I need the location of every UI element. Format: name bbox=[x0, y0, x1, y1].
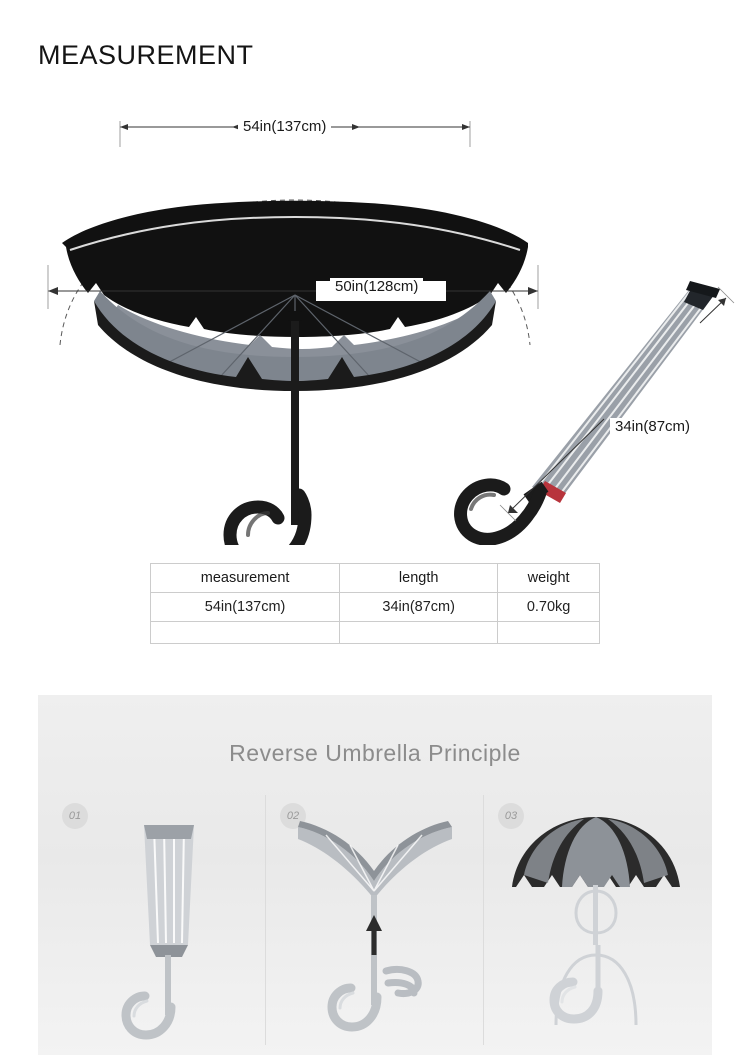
spec-table bbox=[150, 563, 600, 644]
step-1-illustration bbox=[48, 795, 266, 1045]
principle-steps bbox=[48, 795, 702, 1045]
umbrella-illustrations bbox=[0, 95, 750, 545]
table-header-row bbox=[151, 564, 600, 593]
dimension-label-canopy-span: 50in(128cm) bbox=[330, 278, 423, 295]
cell-length-empty bbox=[340, 622, 498, 644]
step-badge-1: 01 bbox=[62, 803, 88, 829]
handle-highlight bbox=[248, 513, 268, 535]
step-3-illustration bbox=[484, 795, 702, 1045]
step-2-illustration bbox=[266, 795, 484, 1045]
dimension-label-canopy-width: 54in(137cm) bbox=[238, 118, 331, 135]
table-row bbox=[151, 622, 600, 644]
cell-weight-empty bbox=[498, 622, 600, 644]
closed-umbrella bbox=[461, 281, 720, 539]
table-header-length: length bbox=[340, 564, 498, 593]
shaft-collar bbox=[288, 311, 302, 321]
step-badge-2: 02 bbox=[280, 803, 306, 829]
table-header-weight: weight bbox=[498, 564, 600, 593]
cell-weight: 0.70kg bbox=[498, 593, 600, 622]
spec-table-wrapper bbox=[150, 563, 600, 644]
step-badge-3: 03 bbox=[498, 803, 524, 829]
principle-step-1 bbox=[48, 795, 266, 1045]
principle-title: Reverse Umbrella Principle bbox=[229, 740, 521, 766]
cell-measurement-empty bbox=[151, 622, 340, 644]
cell-measurement: 54in(137cm) bbox=[151, 593, 340, 622]
table-row bbox=[151, 593, 600, 622]
table-header-measurement: measurement bbox=[151, 564, 340, 593]
principle-step-3 bbox=[484, 795, 702, 1045]
reverse-umbrella-principle-panel bbox=[38, 695, 712, 1055]
dimension-label-closed-length: 34in(87cm) bbox=[610, 418, 695, 435]
cell-length: 34in(87cm) bbox=[340, 593, 498, 622]
principle-step-2 bbox=[266, 795, 484, 1045]
measurement-diagram bbox=[0, 95, 750, 545]
page-title: MEASUREMENT bbox=[38, 40, 254, 70]
